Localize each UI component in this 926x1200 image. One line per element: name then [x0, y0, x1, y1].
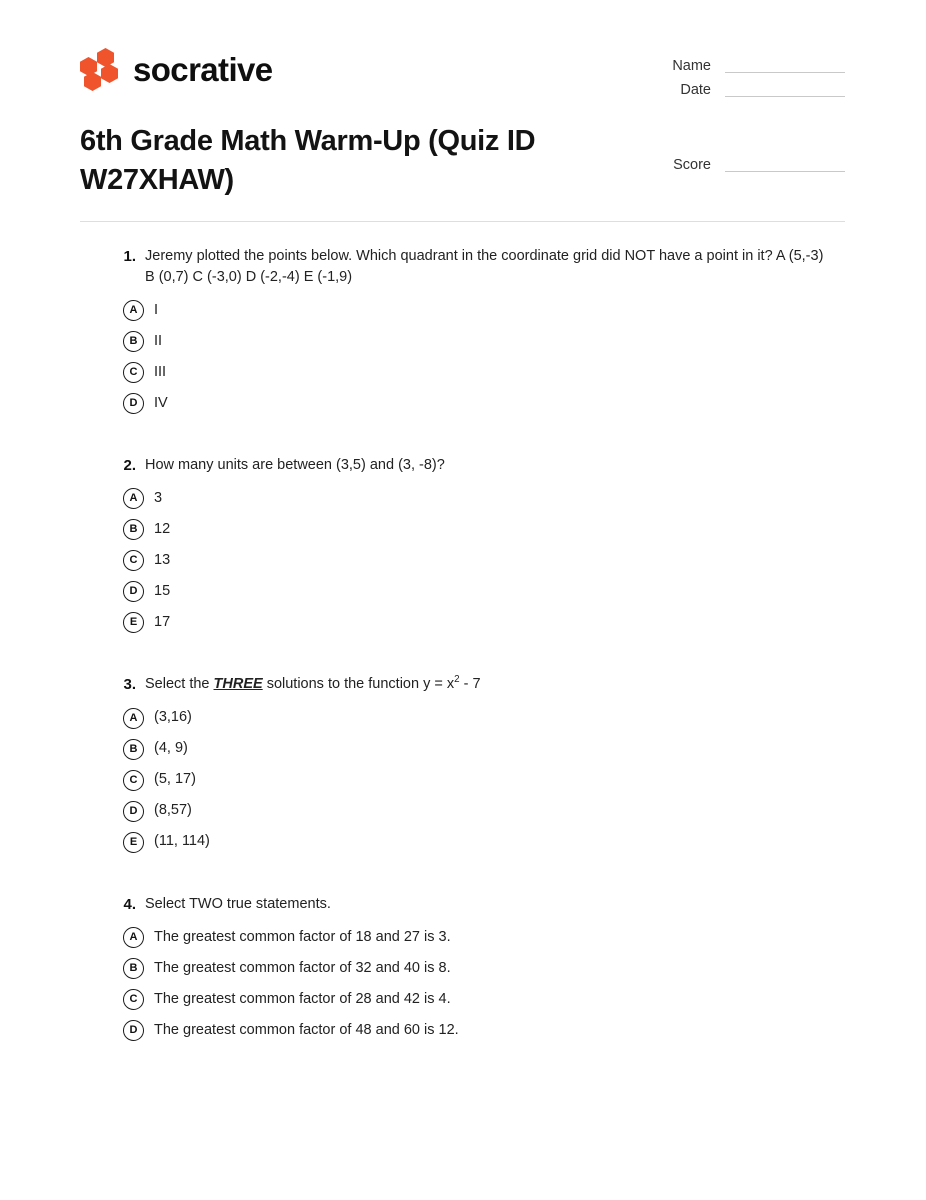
answer-option-label: I	[154, 301, 159, 318]
question-text	[145, 674, 481, 695]
name-field-input[interactable]	[725, 57, 845, 73]
question-list	[0, 246, 926, 1082]
question-number: 3.	[123, 676, 136, 694]
logo-hexagon	[97, 48, 114, 67]
answer-option-label: 12	[154, 521, 171, 538]
answer-bubble[interactable]: B	[123, 519, 144, 540]
answer-option[interactable]	[0, 734, 926, 765]
answer-option-label: IV	[154, 394, 168, 411]
question-text	[145, 455, 445, 476]
answer-option[interactable]	[0, 1015, 926, 1046]
answer-bubble[interactable]: D	[123, 393, 144, 414]
answer-option[interactable]	[0, 922, 926, 953]
answer-bubble[interactable]: E	[123, 612, 144, 633]
answer-bubble[interactable]: C	[123, 550, 144, 571]
question-number: 1.	[123, 248, 136, 265]
socrative-brand	[80, 48, 273, 90]
date-field-input[interactable]	[725, 81, 845, 97]
answer-option-label: III	[154, 363, 167, 380]
date-field-row	[660, 76, 845, 97]
answer-option-label: (8,57)	[154, 802, 192, 819]
question-header	[0, 246, 926, 288]
answer-option[interactable]	[0, 703, 926, 734]
question-number: 2.	[123, 457, 136, 475]
answer-option[interactable]	[0, 953, 926, 984]
text-run: Select TWO true statements.	[145, 895, 331, 912]
name-field-label: Name	[672, 57, 711, 74]
name-field-row	[660, 52, 845, 73]
answer-bubble[interactable]: E	[123, 832, 144, 853]
answer-bubble[interactable]: A	[123, 927, 144, 948]
answer-option-label: (11, 114)	[154, 833, 210, 850]
question-header	[0, 894, 926, 915]
answer-bubble[interactable]: C	[123, 362, 144, 383]
answer-bubble[interactable]: C	[123, 989, 144, 1010]
text-run: How many units are between (3,5) and (3, -8)?	[145, 457, 445, 474]
question-number: 4.	[123, 895, 136, 913]
answer-option[interactable]	[0, 765, 926, 796]
question-text	[145, 894, 331, 915]
student-info-fields	[660, 52, 845, 172]
answer-option-label: (4, 9)	[154, 740, 188, 757]
text-run: Jeremy plotted the points below. Which quadrant in the coordinate grid did NOT have a point in it? A (5,-3) B (0,7) C (-3,0) D (-2,-4) E (-1,9)	[145, 248, 824, 286]
answer-option[interactable]	[0, 796, 926, 827]
answer-bubble[interactable]: A	[123, 488, 144, 509]
question-header	[0, 674, 926, 695]
answer-option-label: 13	[154, 552, 171, 569]
score-field-label: Score	[673, 156, 711, 173]
answer-option-label: (3,16)	[154, 709, 192, 726]
answer-option[interactable]	[0, 357, 926, 388]
text-run: - 7	[459, 676, 481, 693]
question-text	[145, 246, 835, 288]
answer-option[interactable]	[0, 827, 926, 858]
answer-option-label: The greatest common factor of 48 and 60 is 12.	[154, 1021, 459, 1038]
score-field-input[interactable]	[725, 156, 845, 172]
answer-option[interactable]	[0, 295, 926, 326]
emphasis-text: THREE	[213, 676, 263, 693]
answer-option[interactable]	[0, 326, 926, 357]
score-field-row	[660, 151, 845, 172]
answer-option[interactable]	[0, 483, 926, 514]
answer-bubble[interactable]: A	[123, 708, 144, 729]
answer-options	[0, 295, 926, 419]
header-divider	[80, 221, 845, 222]
answer-option-label: 17	[154, 614, 171, 631]
answer-options	[0, 922, 926, 1046]
answer-options	[0, 703, 926, 858]
page-header	[0, 0, 926, 222]
answer-option[interactable]	[0, 388, 926, 419]
brand-name: socrative	[133, 50, 273, 88]
answer-option[interactable]	[0, 545, 926, 576]
answer-bubble[interactable]: B	[123, 739, 144, 760]
answer-option[interactable]	[0, 607, 926, 638]
question-item	[0, 894, 926, 1046]
answer-option[interactable]	[0, 576, 926, 607]
text-run: solutions to the function y = x	[262, 676, 455, 693]
answer-bubble[interactable]: D	[123, 1020, 144, 1041]
logo-hexagon	[101, 64, 118, 83]
answer-options	[0, 483, 926, 638]
exponent: 2	[454, 674, 460, 686]
text-run: Select the	[145, 676, 214, 693]
answer-option[interactable]	[0, 984, 926, 1015]
answer-option-label: II	[154, 332, 163, 349]
socrative-logo-icon	[80, 48, 120, 90]
answer-bubble[interactable]: D	[123, 581, 144, 602]
answer-option-label: The greatest common factor of 32 and 40 is 8.	[154, 959, 451, 976]
question-item	[0, 674, 926, 857]
question-item	[0, 455, 926, 638]
question-item	[0, 246, 926, 419]
answer-bubble[interactable]: B	[123, 331, 144, 352]
answer-option-label: (5, 17)	[154, 771, 196, 788]
date-field-label: Date	[680, 81, 711, 98]
page-title: 6th Grade Math Warm-Up (Quiz ID W27XHAW)	[80, 125, 536, 196]
question-header	[0, 455, 926, 476]
answer-option-label: 3	[154, 490, 163, 507]
answer-option-label: The greatest common factor of 18 and 27 is 3.	[154, 928, 451, 945]
answer-bubble[interactable]: D	[123, 801, 144, 822]
answer-option[interactable]	[0, 514, 926, 545]
answer-option-label: 15	[154, 583, 171, 600]
answer-option-label: The greatest common factor of 28 and 42 is 4.	[154, 990, 451, 1007]
answer-bubble[interactable]: A	[123, 300, 144, 321]
answer-bubble[interactable]: B	[123, 958, 144, 979]
answer-bubble[interactable]: C	[123, 770, 144, 791]
